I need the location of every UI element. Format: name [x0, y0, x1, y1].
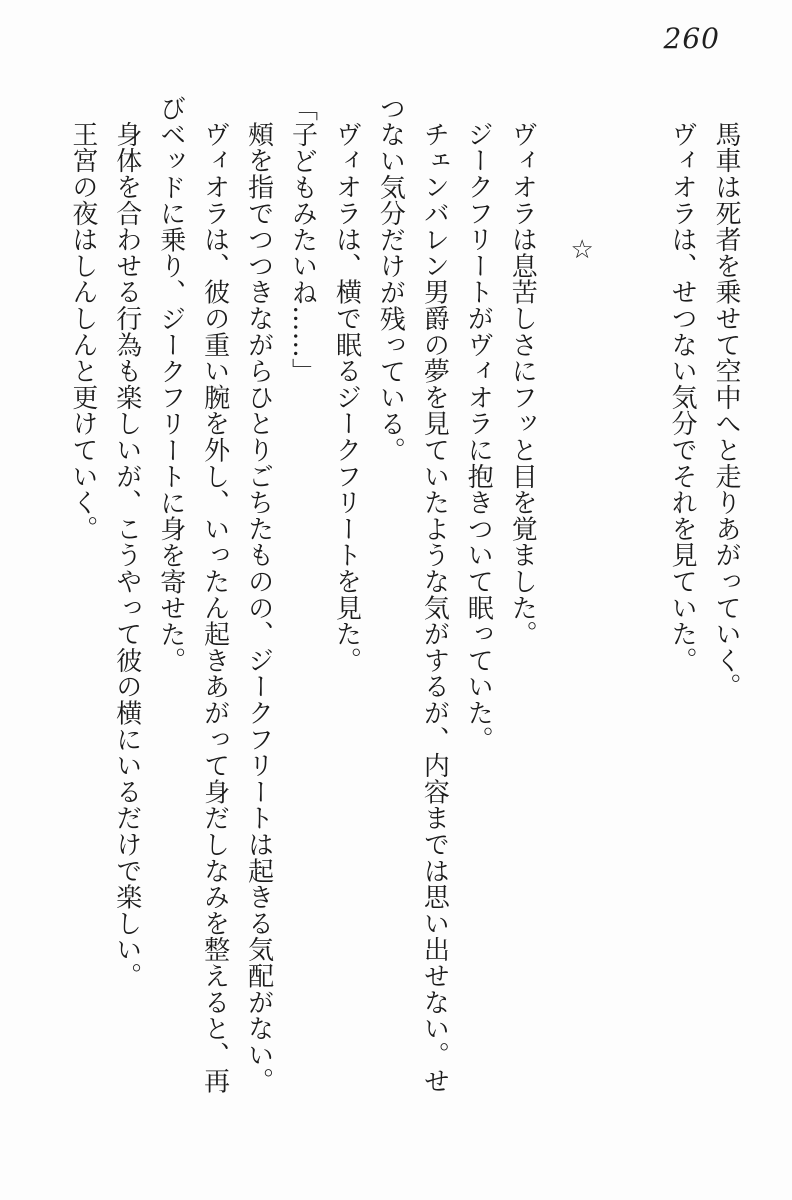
page-number: 260 [663, 22, 720, 55]
paragraph: ヴィオラは息苦しさにフッと目を覚ました。 [507, 121, 538, 647]
scene-divider-star: ☆ [567, 235, 598, 266]
paragraph: チェンバレン男爵の夢を見ていたような気がするが、内容までは思い出せない。せつない気分だけが残っている。 [375, 95, 450, 1095]
paragraph: 頰を指でつつきながらひとりごちたものの、ジークフリートは起きる気配がない。 [243, 121, 274, 1095]
paragraph: 王宮の夜はしんしんと更けていく。 [67, 121, 98, 542]
paragraph: ヴィオラは、横で眠るジークフリートを見た。 [331, 121, 362, 674]
vertical-text-block [60, 95, 747, 1097]
dialogue-paragraph: 「子どもみたいね……」 [287, 95, 318, 385]
paragraph: ヴィオラは、彼の重い腕を外し、いったん起きあがって身だしなみを整えると、再びベッドに乗り、ジークフリートに身を寄せた。 [155, 95, 230, 1095]
paragraph: 身体を合わせる行為も楽しいが、こうやって彼の横にいるだけで楽しい。 [111, 121, 142, 989]
paragraph: 馬車は死者を乗せて空中へと走りあがっていく。 [711, 121, 741, 700]
paragraph: ジークフリートがヴィオラに抱きついて眠っていた。 [463, 121, 494, 753]
paragraph: ヴィオラは、せつない気分でそれを見ていた。 [667, 121, 698, 674]
